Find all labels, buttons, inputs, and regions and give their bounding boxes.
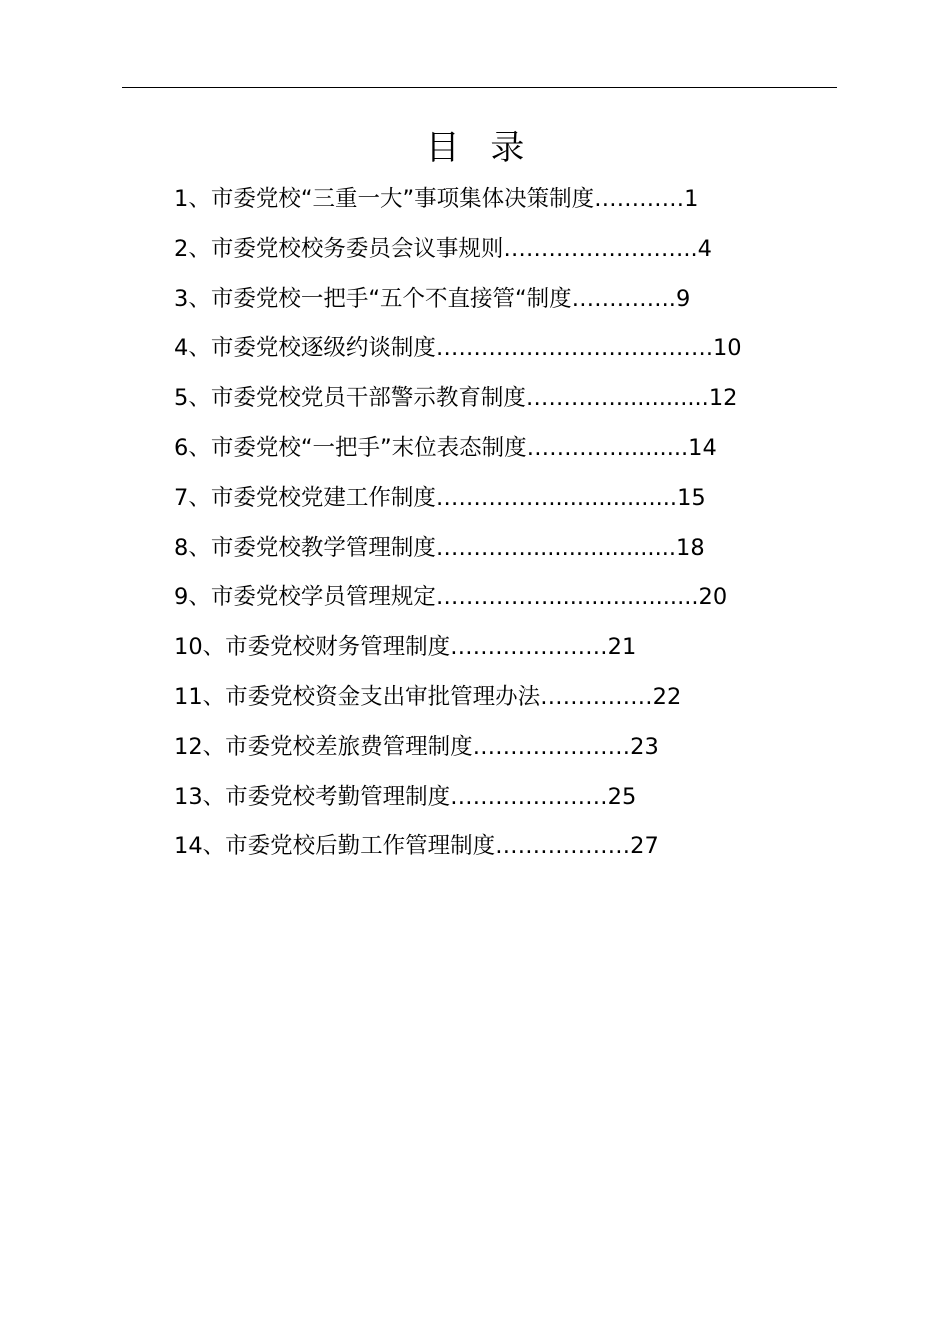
toc-leader: ………….. bbox=[571, 285, 676, 312]
toc-entry-text: 13、市委党校考勤管理制度 bbox=[174, 783, 451, 810]
toc-entry[interactable] bbox=[174, 679, 742, 729]
toc-entry-text: 12、市委党校差旅费管理制度 bbox=[174, 733, 473, 760]
toc-entry-text: 10、市委党校财务管理制度 bbox=[174, 634, 451, 661]
toc-page-number: 9 bbox=[675, 285, 691, 312]
toc-entry-text: 1、市委党校“三重一大”事项集体决策制度 bbox=[174, 186, 595, 212]
toc-page-number: 27 bbox=[630, 833, 659, 860]
toc-leader: …………............. bbox=[525, 385, 709, 412]
toc-page-number: 12 bbox=[708, 385, 738, 412]
toc-entry[interactable] bbox=[174, 380, 742, 430]
toc-leader: ………………………………. bbox=[435, 335, 713, 362]
toc-leader: ………………… bbox=[450, 634, 608, 661]
toc-entry[interactable] bbox=[174, 579, 742, 629]
toc-entry-text: 2、市委党校校务委员会议事规则 bbox=[174, 235, 504, 262]
toc-entry[interactable] bbox=[174, 181, 742, 231]
toc-page-number: 23 bbox=[630, 733, 659, 760]
toc-page-number: 20 bbox=[698, 584, 728, 611]
toc-leader: ………………… bbox=[450, 783, 608, 810]
toc-page-number: 18 bbox=[676, 534, 705, 561]
toc-page-number: 4 bbox=[697, 235, 712, 262]
toc-entry-text: 14、市委党校后勤工作管理制度 bbox=[174, 833, 496, 860]
toc-entry[interactable] bbox=[174, 430, 742, 480]
header-rule bbox=[122, 87, 837, 88]
toc-entry-text: 8、市委党校教学管理制度 bbox=[174, 534, 436, 561]
toc-page-number: 14 bbox=[688, 434, 717, 461]
toc-entry-text: 6、市委党校“一把手”末位表态制度 bbox=[174, 434, 527, 461]
toc-entry-text: 11、市委党校资金支出审批管理办法 bbox=[174, 683, 541, 710]
table-of-contents bbox=[174, 181, 742, 878]
toc-leader: ………………… bbox=[472, 733, 631, 760]
toc-entry-text: 5、市委党校党员干部警示教育制度 bbox=[174, 385, 526, 412]
toc-entry-text: 3、市委党校一把手“五个不直接管“制度 bbox=[174, 285, 572, 312]
toc-leader: …………… bbox=[540, 683, 653, 710]
toc-title: 目 录 bbox=[425, 128, 535, 168]
toc-entry[interactable] bbox=[174, 779, 742, 829]
toc-entry[interactable] bbox=[174, 629, 742, 679]
toc-entry[interactable] bbox=[174, 729, 742, 779]
toc-leader: ………….......... bbox=[526, 434, 689, 461]
toc-entry[interactable] bbox=[174, 480, 742, 530]
toc-entry-text: 7、市委党校党建工作制度 bbox=[174, 484, 436, 511]
toc-leader: ……………… bbox=[495, 833, 631, 860]
toc-leader: ……………..................... bbox=[435, 584, 699, 611]
toc-leader: ………… bbox=[594, 186, 685, 212]
toc-page-number: 25 bbox=[607, 783, 637, 810]
toc-leader: …………….................. bbox=[435, 484, 678, 511]
toc-page-number: 1 bbox=[684, 186, 699, 212]
toc-leader: …………………….. bbox=[503, 235, 698, 262]
toc-entry[interactable] bbox=[174, 330, 742, 380]
toc-page-number: 15 bbox=[677, 484, 706, 511]
toc-entry[interactable] bbox=[174, 281, 742, 331]
toc-page-number: 10 bbox=[712, 335, 742, 362]
toc-entry-text: 4、市委党校逐级约谈制度 bbox=[174, 335, 436, 362]
toc-entry[interactable] bbox=[174, 231, 742, 281]
toc-entry-text: 9、市委党校学员管理规定 bbox=[174, 584, 436, 611]
toc-page-number: 22 bbox=[652, 683, 682, 710]
toc-leader: …………..................... bbox=[435, 534, 677, 561]
toc-page-number: 21 bbox=[607, 634, 637, 661]
toc-entry[interactable] bbox=[174, 828, 742, 878]
toc-entry[interactable] bbox=[174, 530, 742, 580]
